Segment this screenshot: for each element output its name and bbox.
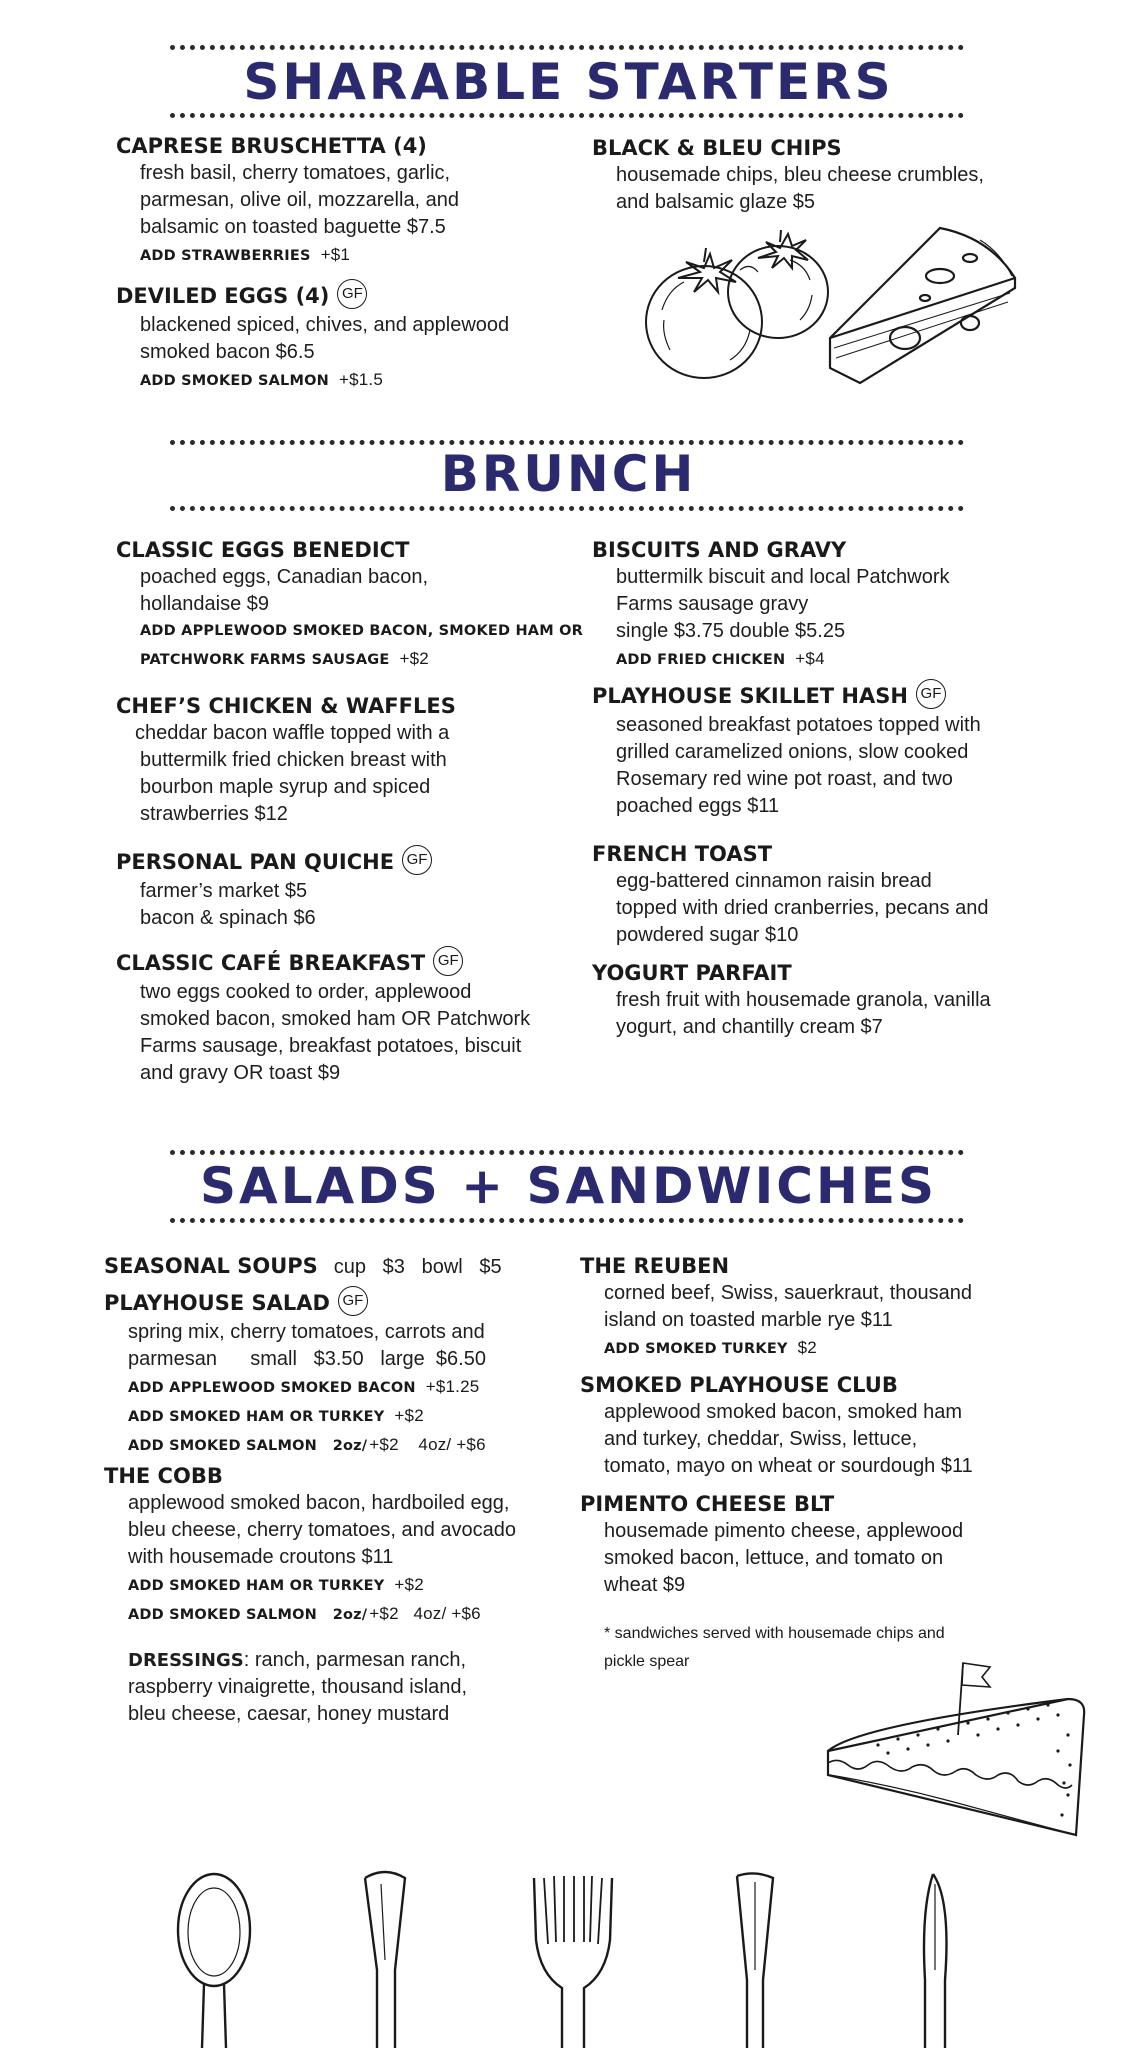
item-addon: ADD SMOKED HAM OR TURKEY +$2 [128,1406,424,1425]
dressings-text: raspberry vinaigrette, thousand island, [128,1676,468,1698]
menu-item-cafe-breakfast [116,949,596,1087]
item-description: Rosemary red wine pot roast, and two [616,768,953,790]
item-name: THE REUBEN [580,1254,730,1278]
item-description: Farms sausage gravy [616,593,809,615]
item-name: FRENCH TOAST [592,842,773,866]
gluten-free-badge: GF [338,1286,368,1316]
dressings-list [128,1647,588,1728]
item-name: PERSONAL PAN QUICHE GF [116,848,586,878]
item-name: SMOKED PLAYHOUSE CLUB [580,1373,898,1397]
dressings-label: DRESSINGS [128,1650,244,1671]
item-name: PLAYHOUSE SKILLET HASH GF [592,682,1072,712]
item-addon: ADD SMOKED SALMON 2oz/ +$2 4oz/ +$6 [128,1604,481,1623]
item-description: island on toasted marble rye $11 [604,1309,893,1331]
item-name: SEASONAL SOUPS cup $3 bowl $5 [104,1254,502,1278]
menu-item-chicken-waffles [116,692,586,828]
item-description: bleu cheese, cherry tomatoes, and avocado [128,1519,517,1541]
item-description: Farms sausage, breakfast potatoes, biscuit [140,1035,522,1057]
item-description: fresh fruit with housemade granola, vanilla [616,989,991,1011]
item-name: DEVILED EGGS (4) GF [116,282,576,312]
footnote-text: * sandwiches served with housemade chips and [604,1625,945,1642]
menu-item-skillet-hash [592,682,1072,820]
menu-item-pan-quiche [116,848,586,932]
item-name: PIMENTO CHEESE BLT [580,1492,835,1516]
item-description: cheddar bacon waffle topped with a [135,722,450,744]
menu-item-black-bleu-chips [592,134,1052,216]
dotted-divider [170,113,964,118]
menu-item-biscuits-gravy [592,536,1072,674]
item-description: bourbon maple syrup and spiced [140,776,431,798]
item-addon: ADD SMOKED SALMON 2oz/ +$2 4oz/ +$6 [128,1435,486,1454]
item-description: yogurt, and chantilly cream $7 [616,1016,883,1038]
menu-item-eggs-benedict [116,536,586,674]
item-addon: ADD APPLEWOOD SMOKED BACON +$1.25 [128,1377,480,1396]
item-name: THE COBB [104,1464,223,1488]
section-title-brunch: BRUNCH [440,445,697,503]
item-description: corned beef, Swiss, sauerkraut, thousand [604,1282,972,1304]
item-addon: ADD SMOKED SALMON +$1.5 [140,370,383,389]
item-description: egg-battered cinnamon raisin bread [616,870,932,892]
item-description: applewood smoked bacon, smoked ham [604,1401,962,1423]
item-description: and turkey, cheddar, Swiss, lettuce, [604,1428,918,1450]
item-description: tomato, mayo on wheat or sourdough $11 [604,1455,973,1477]
item-name: BLACK & BLEU CHIPS [592,136,842,160]
item-description: hollandaise $9 [140,593,269,615]
footnote-text: pickle spear [604,1653,690,1670]
item-addon: ADD APPLEWOOD SMOKED BACON, SMOKED HAM OR [140,623,584,639]
menu-item-yogurt-parfait [592,959,1072,1041]
item-name: PLAYHOUSE SALAD GF [104,1289,584,1319]
menu-item-pimento-blt [580,1490,1060,1599]
menu-item-the-reuben [580,1252,1060,1363]
item-description: farmer’s market $5 [140,880,308,902]
dotted-divider [170,506,964,511]
item-addon: ADD STRAWBERRIES +$1 [140,245,351,264]
item-addon: ADD FRIED CHICKEN +$4 [616,649,825,668]
menu-item-playhouse-salad [104,1289,584,1460]
gluten-free-badge: GF [433,946,463,976]
menu-item-the-cobb [104,1462,584,1629]
item-name: BISCUITS AND GRAVY [592,538,847,562]
item-description: wheat $9 [604,1574,686,1596]
item-description: applewood smoked bacon, hardboiled egg, [128,1492,510,1514]
gluten-free-badge: GF [916,679,946,709]
cheese-illustration [820,218,1020,418]
menu-item-deviled-eggs [116,282,576,395]
section-title-starters: SHARABLE STARTERS [243,53,894,111]
spoon-illustration [170,1870,260,2048]
item-description: housemade pimento cheese, applewood [604,1520,964,1542]
gluten-free-badge: GF [337,279,367,309]
item-description: seasoned breakfast potatoes topped with [616,714,981,736]
item-description: poached eggs, Canadian bacon, [140,566,429,588]
item-addon: PATCHWORK FARMS SAUSAGE +$2 [140,649,429,668]
dressings-text: bleu cheese, caesar, honey mustard [128,1703,450,1725]
item-description: powdered sugar $10 [616,924,799,946]
item-description: smoked bacon, smoked ham OR Patchwork [140,1008,531,1030]
item-description: and balsamic glaze $5 [616,191,816,213]
item-description: with housemade croutons $11 [128,1546,394,1568]
item-description: poached eggs $11 [616,795,780,817]
sandwich-illustration [818,1655,1108,1855]
item-description: strawberries $12 [140,803,288,825]
knife-illustration [905,1870,965,2048]
item-description: fresh basil, cherry tomatoes, garlic, [140,162,451,184]
item-description: balsamic on toasted baguette $7.5 [140,216,446,238]
item-description: buttermilk biscuit and local Patchwork [616,566,950,588]
item-description: smoked bacon $6.5 [140,341,315,363]
spatula-illustration [355,1870,415,2048]
item-description: blackened spiced, chives, and applewood [140,314,510,336]
gluten-free-badge: GF [402,845,432,875]
item-description: housemade chips, bleu cheese crumbles, [616,164,984,186]
item-description: topped with dried cranberries, pecans and [616,897,989,919]
item-description: buttermilk fried chicken breast with [140,749,447,771]
menu-item-caprese-bruschetta [116,132,576,270]
menu-item-french-toast [592,840,1072,949]
item-name: YOGURT PARFAIT [592,961,792,985]
dotted-divider [170,1150,964,1155]
section-title-salads: SALADS + SANDWICHES [199,1157,937,1215]
menu-item-playhouse-club [580,1371,1060,1480]
item-description: parmesan, olive oil, mozzarella, and [140,189,460,211]
dotted-divider [170,1218,964,1223]
item-addon: ADD SMOKED HAM OR TURKEY +$2 [128,1575,424,1594]
item-description: grilled caramelized onions, slow cooked [616,741,969,763]
soup-prices: cup $3 bowl $5 [333,1256,502,1278]
item-description: parmesan small $3.50 large $6.50 [128,1348,486,1370]
spreader-knife-illustration [725,1870,785,2048]
tomatoes-illustration [640,230,850,390]
menu-item-seasonal-soups [104,1252,584,1281]
item-name: CAPRESE BRUSCHETTA (4) [116,134,427,158]
item-name: CLASSIC EGGS BENEDICT [116,538,410,562]
item-description: single $3.75 double $5.25 [616,620,846,642]
item-description: two eggs cooked to order, applewood [140,981,472,1003]
fork-illustration [528,1870,618,2048]
item-description: and gravy OR toast $9 [140,1062,341,1084]
item-addon: ADD SMOKED TURKEY $2 [604,1338,817,1357]
dressings-text: : ranch, parmesan ranch, [243,1649,467,1671]
item-name: CLASSIC CAFÉ BREAKFAST GF [116,949,596,979]
item-name: CHEF’S CHICKEN & WAFFLES [116,694,456,718]
item-description: spring mix, cherry tomatoes, carrots and [128,1321,485,1343]
item-description: bacon & spinach $6 [140,907,316,929]
item-description: smoked bacon, lettuce, and tomato on [604,1547,944,1569]
dotted-divider [170,45,964,50]
